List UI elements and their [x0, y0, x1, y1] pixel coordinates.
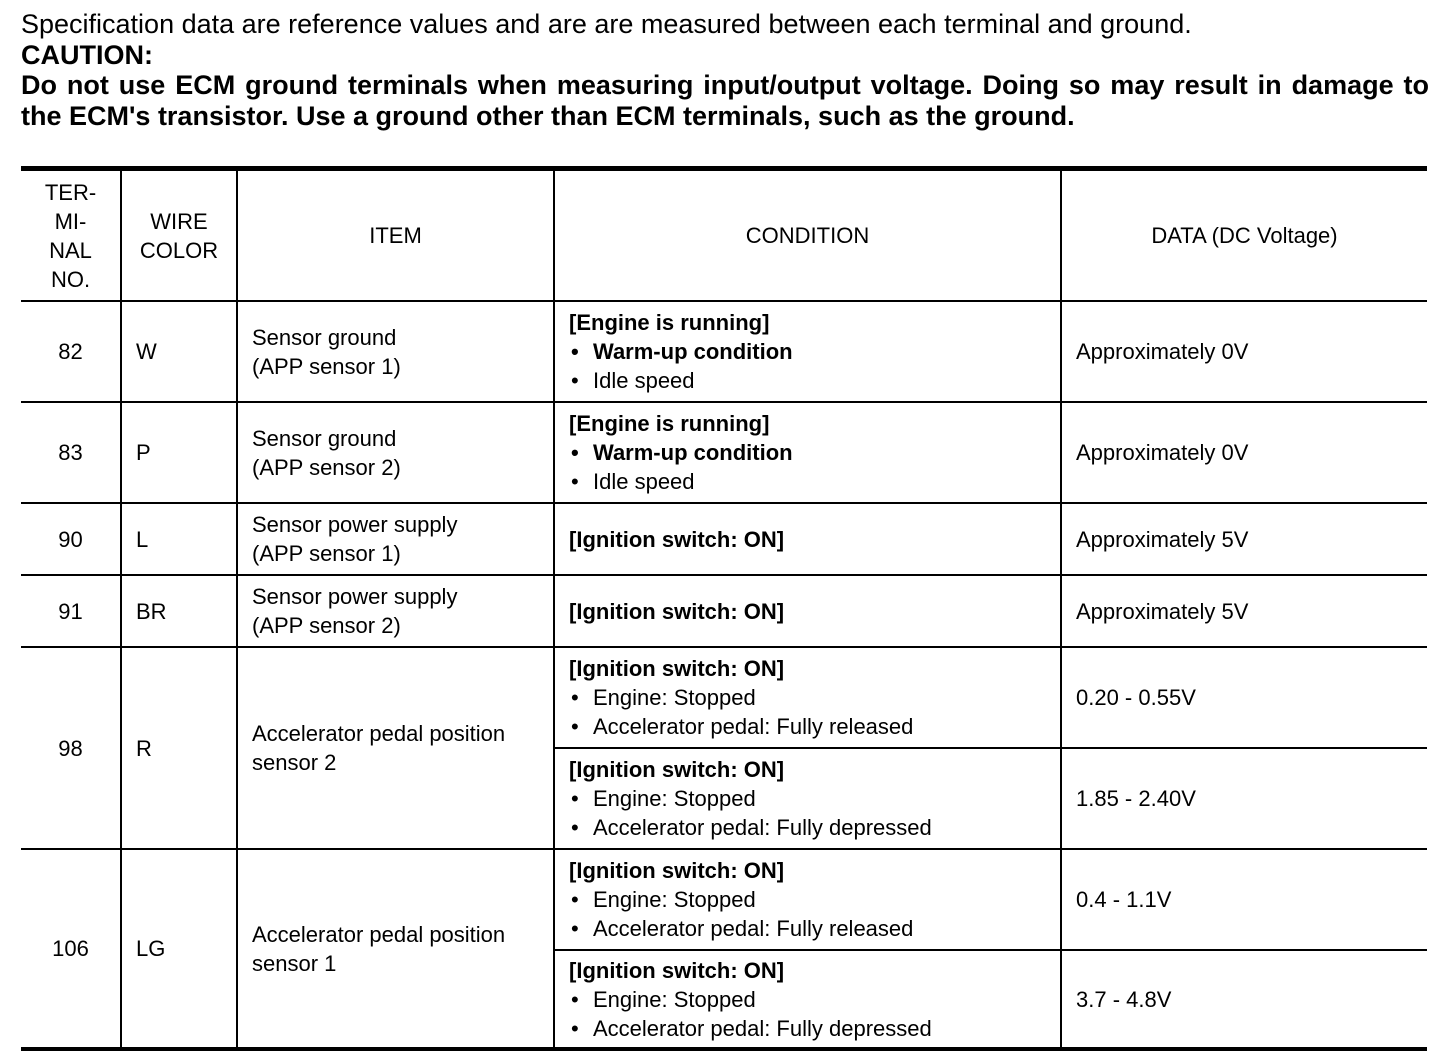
item-text: Sensor ground (APP sensor 2) — [252, 425, 401, 480]
data-value: 0.4 - 1.1V — [1061, 849, 1427, 950]
header-data: DATA (DC Voltage) — [1061, 169, 1427, 302]
header-terminal — [21, 169, 121, 302]
spec-note: Specification data are reference values and are are measured between each terminal and ground. — [21, 9, 1192, 39]
wire-color: LG — [121, 849, 237, 1049]
item-text: Sensor power supply (APP sensor 2) — [252, 584, 458, 638]
item-text: Accelerator pedal position sensor 2 — [252, 721, 506, 775]
table-row — [21, 575, 1427, 647]
item-cell — [237, 849, 554, 1049]
wire-color: R — [121, 647, 237, 849]
condition-cell — [554, 647, 1061, 748]
condition-head: [Ignition switch: ON] — [569, 957, 785, 983]
item-cell — [237, 301, 554, 402]
terminal-no: 90 — [21, 503, 121, 575]
condition-head: [Ignition switch: ON] — [569, 526, 785, 552]
wire-color: BR — [121, 575, 237, 647]
condition-cell — [554, 402, 1061, 503]
condition-bullet: • Idle speed — [569, 366, 1046, 395]
data-value: 3.7 - 4.8V — [1061, 950, 1427, 1049]
table-row — [21, 647, 1427, 748]
wire-color: P — [121, 402, 237, 503]
table-row — [21, 849, 1427, 950]
condition-cell — [554, 301, 1061, 402]
condition-cell — [554, 575, 1061, 647]
terminal-no: 98 — [21, 647, 121, 849]
table-row — [21, 503, 1427, 575]
item-text: Sensor ground (APP sensor 1) — [252, 324, 401, 379]
item-cell — [237, 402, 554, 503]
condition-bullet: • Engine: Stopped — [569, 683, 1046, 712]
data-value: Approximately 0V — [1061, 402, 1427, 503]
condition-bullet: • Idle speed — [569, 467, 1046, 496]
header-condition: CONDITION — [554, 169, 1061, 302]
header-item: ITEM — [237, 169, 554, 302]
data-value: 0.20 - 0.55V — [1061, 647, 1427, 748]
condition-head: [Ignition switch: ON] — [569, 598, 785, 624]
table-row — [21, 402, 1427, 503]
condition-head: [Engine is running] — [569, 411, 770, 436]
data-value: 1.85 - 2.40V — [1061, 748, 1427, 849]
condition-cell — [554, 849, 1061, 950]
header-terminal-label: TER- MI- NAL NO. — [44, 179, 97, 292]
caution-label: CAUTION: — [21, 40, 153, 70]
wire-color: L — [121, 503, 237, 575]
intro-block — [21, 8, 1429, 132]
terminal-no: 106 — [21, 849, 121, 1049]
condition-bullet: • Warm-up condition — [569, 438, 1046, 467]
item-cell — [237, 647, 554, 849]
item-cell — [237, 575, 554, 647]
condition-bullet: • Engine: Stopped — [569, 985, 1046, 1014]
condition-head: [Engine is running] — [569, 310, 770, 335]
terminal-no: 83 — [21, 402, 121, 503]
item-text: Sensor power supply (APP sensor 1) — [252, 512, 458, 566]
condition-bullet: • Accelerator pedal: Fully released — [569, 914, 1046, 943]
terminal-no: 82 — [21, 301, 121, 402]
data-value: Approximately 5V — [1061, 503, 1427, 575]
terminal-spec-table — [21, 166, 1427, 1051]
header-wire-label: WIRE COLOR — [139, 208, 219, 263]
condition-bullet: • Engine: Stopped — [569, 885, 1046, 914]
condition-bullet: • Accelerator pedal: Fully released — [569, 712, 1046, 741]
condition-bullet: • Warm-up condition — [569, 337, 1046, 366]
condition-cell — [554, 950, 1061, 1049]
data-value: Approximately 0V — [1061, 301, 1427, 402]
item-text: Accelerator pedal position sensor 1 — [252, 921, 506, 976]
caution-text: Do not use ECM ground terminals when measuring input/output voltage. Doing so may result in damage to the ECM's transistor. Use a ground other than ECM terminals, such as the ground. — [21, 70, 1429, 131]
wire-color: W — [121, 301, 237, 402]
item-cell — [237, 503, 554, 575]
condition-head: [Ignition switch: ON] — [569, 858, 785, 883]
condition-cell — [554, 503, 1061, 575]
condition-cell — [554, 748, 1061, 849]
condition-bullet: • Engine: Stopped — [569, 784, 1046, 813]
header-wire — [121, 169, 237, 302]
table-row — [21, 301, 1427, 402]
data-value: Approximately 5V — [1061, 575, 1427, 647]
header-row — [21, 169, 1427, 302]
terminal-no: 91 — [21, 575, 121, 647]
condition-head: [Ignition switch: ON] — [569, 656, 785, 681]
condition-bullet: • Accelerator pedal: Fully depressed — [569, 813, 1046, 842]
condition-head: [Ignition switch: ON] — [569, 757, 785, 782]
condition-bullet: • Accelerator pedal: Fully depressed — [569, 1014, 1046, 1043]
